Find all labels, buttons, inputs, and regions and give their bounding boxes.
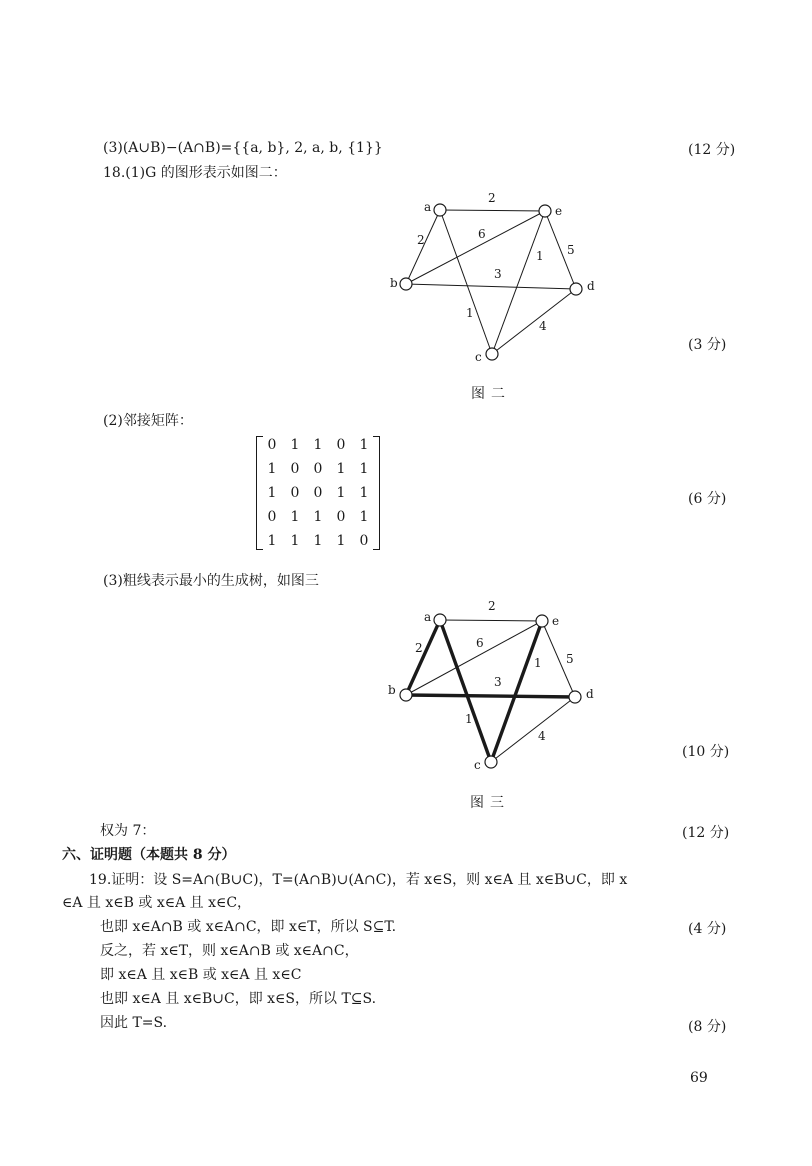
score-18-2: (6 分) xyxy=(688,491,727,507)
score-17-3: (12 分) xyxy=(688,142,736,158)
tree-edge-b-d xyxy=(406,695,575,697)
proof-line-2: 也即 x∈A∩B 或 x∈A∩C，即 x∈T，所以 S⊆T. xyxy=(100,919,397,935)
weight-d-c: 4 xyxy=(538,729,546,743)
weight-total: 权为 7： xyxy=(100,823,156,839)
vertex-label-e: e xyxy=(555,204,563,218)
edge-a-e xyxy=(440,620,542,621)
vertex-label-d: d xyxy=(586,687,594,701)
figure-2-caption: 图二 xyxy=(471,386,511,402)
edge-b-e xyxy=(406,621,542,695)
vertex-label-c: c xyxy=(475,350,482,364)
matrix-row: 1 0 0 1 1 xyxy=(267,461,369,477)
vertex-label-a: a xyxy=(424,610,432,624)
answer-18-1: 18.(1)G 的图形表示如图二： xyxy=(103,165,287,181)
matrix-row: 1 1 1 1 0 xyxy=(267,533,369,549)
tree-edge-c-e xyxy=(491,621,542,762)
weight-b-e: 6 xyxy=(476,636,484,650)
weight-e-d: 5 xyxy=(567,243,575,257)
weight-b-d: 3 xyxy=(494,675,502,689)
weight-b-e: 6 xyxy=(478,227,486,241)
vertex-label-e: e xyxy=(552,614,560,628)
weight-a-e: 2 xyxy=(488,599,496,613)
vertex-a xyxy=(434,614,446,626)
figure-3-caption: 图三 xyxy=(470,795,510,811)
score-18-1: (3 分) xyxy=(688,337,727,353)
proof-line-1: 19.证明：设 S=A∩(B∪C)，T=(A∩B)∪(A∩C)，若 x∈S，则 x∈A 且 x∈B∪C，即 x xyxy=(89,872,628,888)
answer-17-3: (3)(A∪B)−(A∩B)={{a, b}, 2, a, b, {1}} xyxy=(103,140,383,156)
vertex-label-d: d xyxy=(587,279,595,293)
vertex-label-b: b xyxy=(388,683,396,697)
weight-a-c: 1 xyxy=(466,306,474,320)
weight-a-c: 1 xyxy=(465,712,473,726)
vertex-label-b: b xyxy=(390,276,398,290)
weight-e-d: 5 xyxy=(566,652,574,666)
answer-18-2: (2)邻接矩阵： xyxy=(103,413,193,429)
matrix-row: 0 1 1 0 1 xyxy=(267,437,369,453)
weight-a-b: 2 xyxy=(417,233,425,247)
score-proof-1: (4 分) xyxy=(688,921,727,937)
weight-a-b: 2 xyxy=(415,641,423,655)
proof-line-5: 也即 x∈A 且 x∈B∪C，即 x∈S，所以 T⊆S. xyxy=(100,991,377,1007)
weight-c-e: 1 xyxy=(536,249,544,263)
answer-18-3: (3)粗线表示最小的生成树，如图三 xyxy=(103,573,319,589)
weight-b-d: 3 xyxy=(494,267,502,281)
vertex-label-a: a xyxy=(424,200,432,214)
matrix-row: 1 0 0 1 1 xyxy=(267,485,369,501)
vertex-label-c: c xyxy=(474,758,481,772)
proof-line-6: 因此 T=S. xyxy=(100,1015,168,1031)
score-18-3: (10 分) xyxy=(682,744,730,760)
tree-edge-a-b xyxy=(406,620,440,695)
proof-line-1-cont: ∈A 且 x∈B 或 x∈A 且 x∈C， xyxy=(62,895,252,911)
matrix-row: 0 1 1 0 1 xyxy=(267,509,369,525)
weight-d-c: 4 xyxy=(539,319,547,333)
vertex-c xyxy=(485,756,497,768)
proof-line-3: 反之，若 x∈T，则 x∈A∩B 或 x∈A∩C， xyxy=(100,943,359,959)
section-heading: 六、证明题（本题共 8 分） xyxy=(62,847,236,863)
score-proof-2: (8 分) xyxy=(688,1019,727,1035)
weight-a-e: 2 xyxy=(488,191,496,205)
weight-c-e: 1 xyxy=(534,656,542,670)
page-number: 69 xyxy=(690,1070,708,1086)
vertex-b xyxy=(400,689,412,701)
proof-line-4: 即 x∈A 且 x∈B 或 x∈A 且 x∈C xyxy=(100,967,302,983)
vertex-e xyxy=(536,615,548,627)
score-weight: (12 分) xyxy=(682,825,730,841)
vertex-d xyxy=(569,691,581,703)
